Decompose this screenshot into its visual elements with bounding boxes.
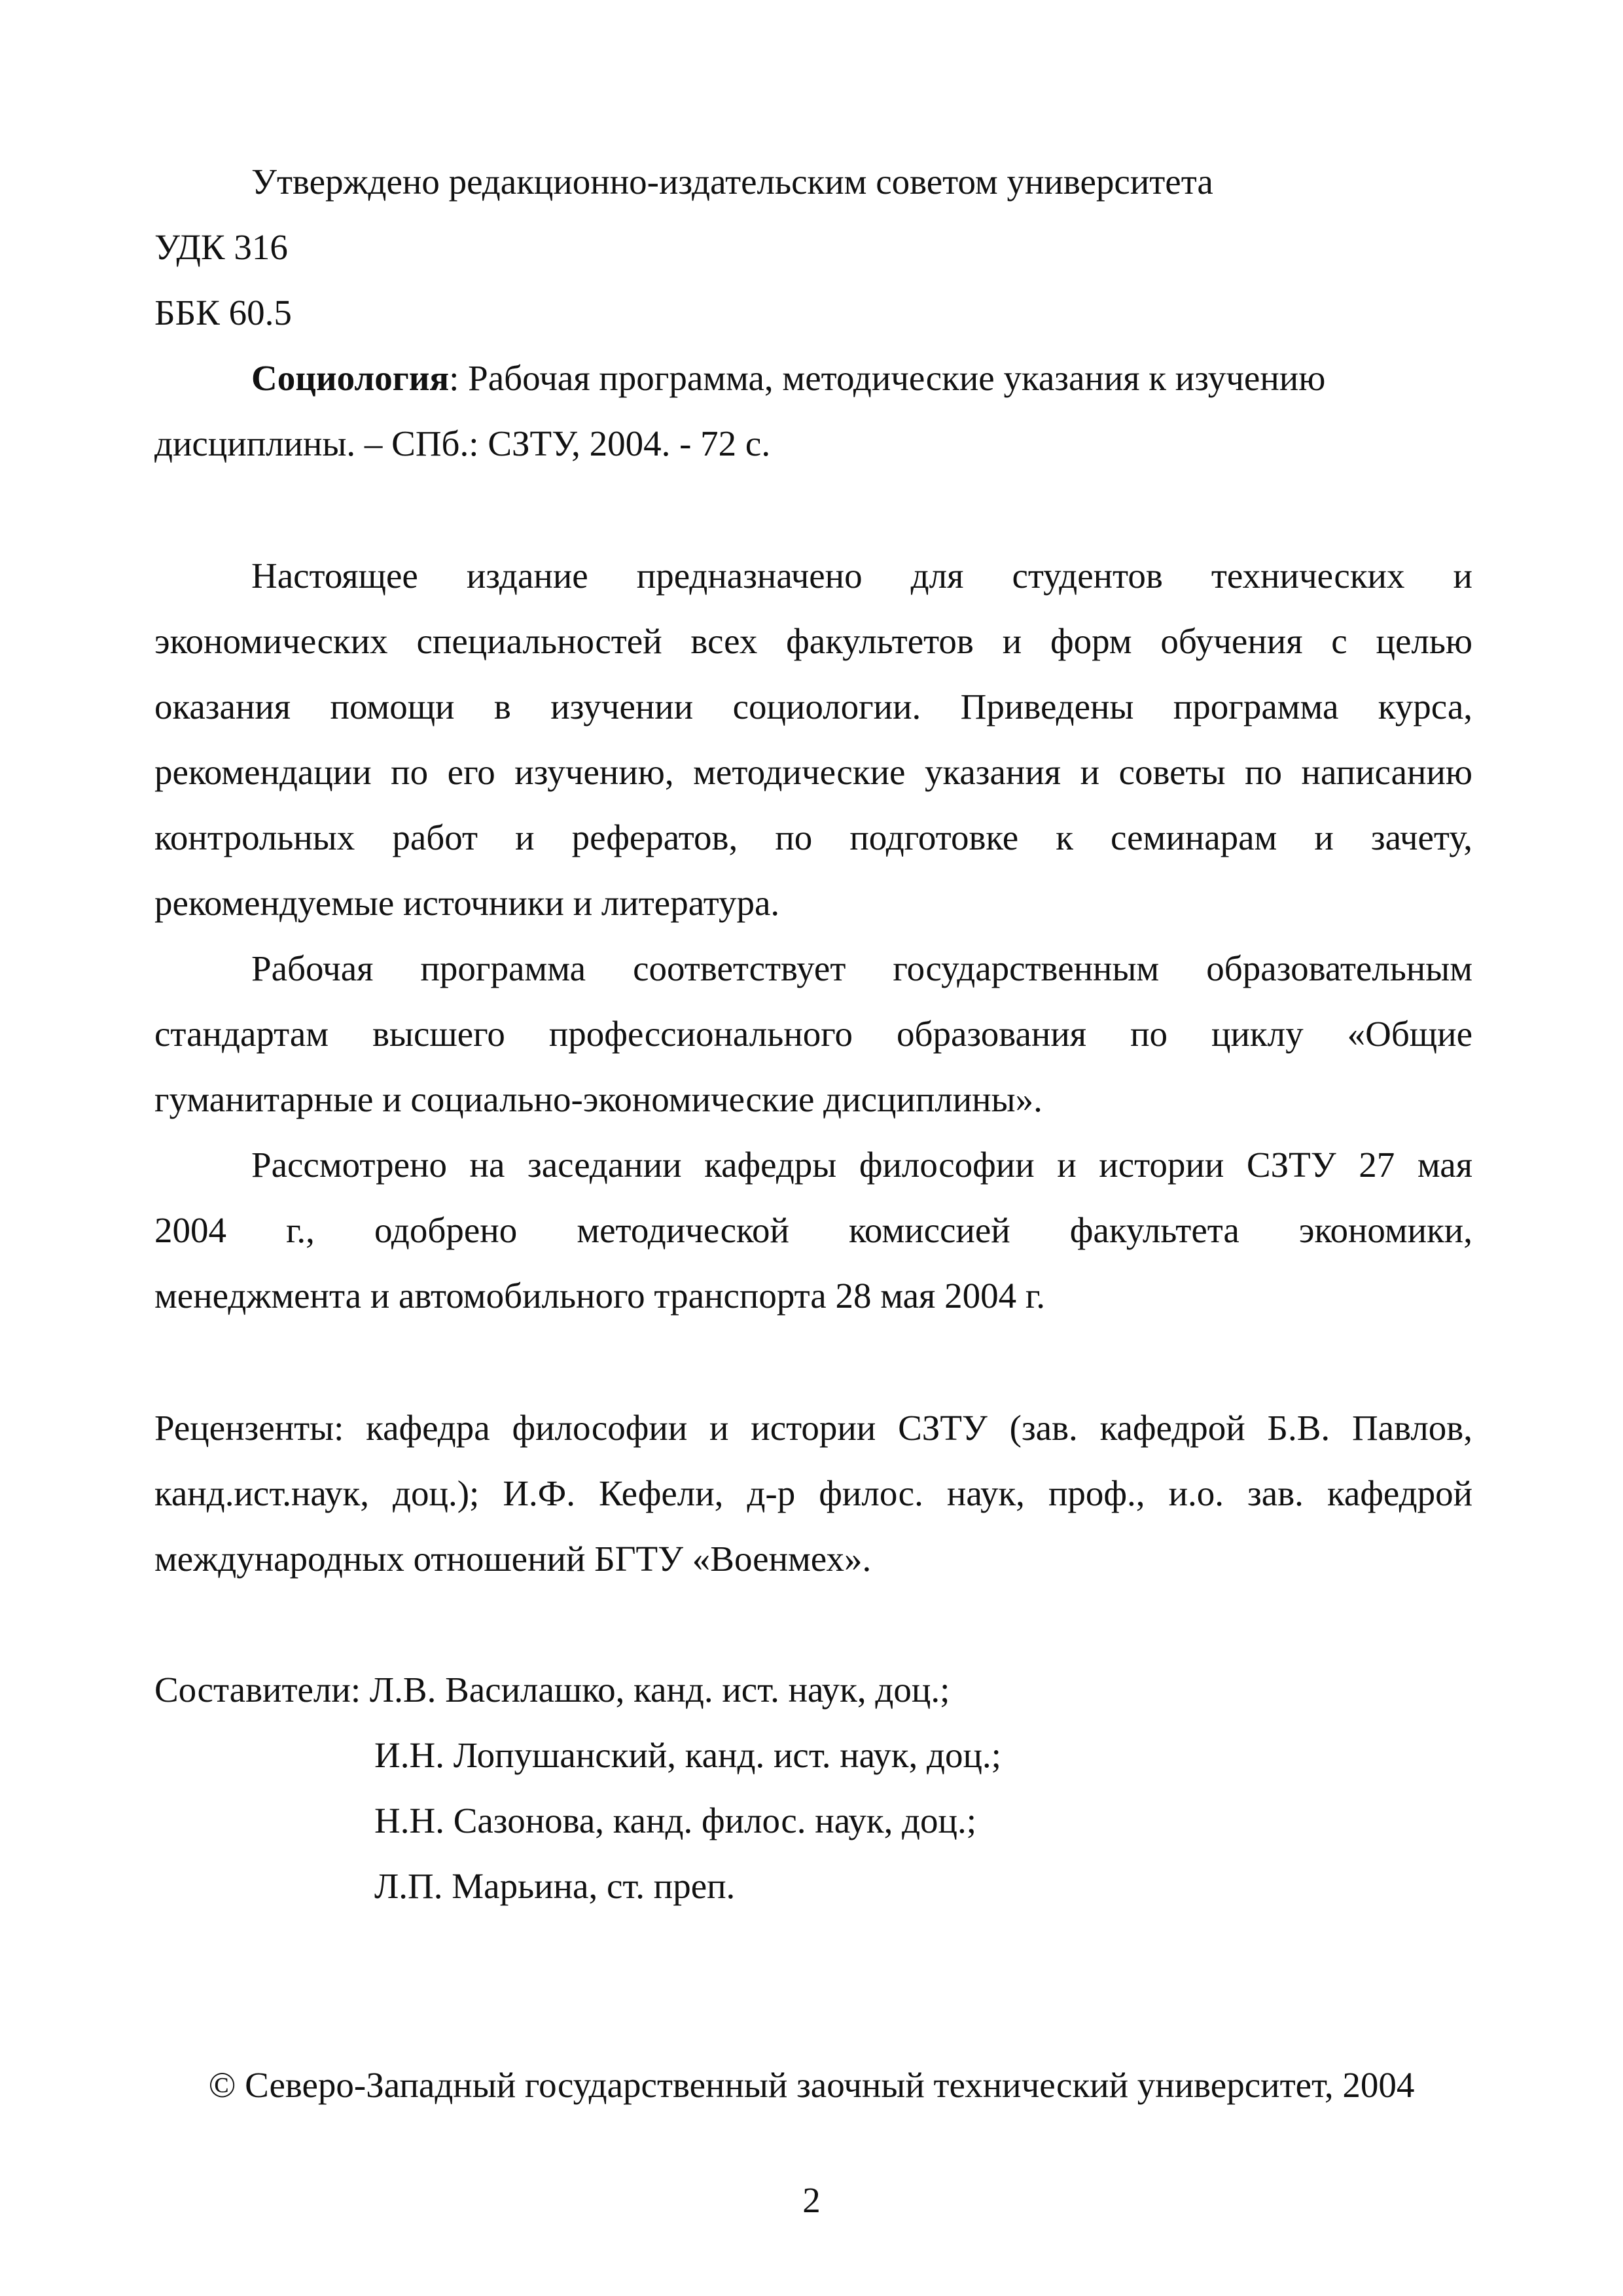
bibliography-line-2: дисциплины. – СПб.: СЗТУ, 2004. - 72 с. (154, 423, 771, 463)
udk-code: УДК 316 (154, 227, 288, 267)
approval-line: Утверждено редакционно-издательским советом университета (251, 162, 1213, 202)
annotation-p2-line: стандартам высшего профессионального образования по циклу «Общие (154, 1014, 1472, 1054)
annotation-p1-line: рекомендуемые источники и литература. (154, 883, 780, 923)
book-title: Социология (251, 358, 450, 398)
page-number: 2 (802, 2180, 821, 2220)
reviewers-line: Рецензенты: кафедра философии и истории СЗТУ (зав. кафедрой Б.В. Павлов, (154, 1408, 1472, 1448)
annotation-p3-line: менеджмента и автомобильного транспорта 28 мая 2004 г. (154, 1276, 1045, 1316)
annotation-p1-line: контрольных работ и рефератов, по подготовке к семинарам и зачету, (154, 817, 1472, 857)
annotation-p1-line: рекомендации по его изучению, методические указания и советы по написанию (154, 752, 1472, 792)
reviewers-line: международных отношений БГТУ «Военмех». (154, 1539, 872, 1579)
annotation-p1-line: оказания помощи в изучении социологии. Приведены программа курса, (154, 687, 1472, 726)
annotation-p1-line: экономических специальностей всех факультетов и форм обучения с целью (154, 621, 1472, 661)
annotation-p3-line: Рассмотрено на заседании кафедры философии и истории СЗТУ 27 мая (251, 1145, 1472, 1185)
bibliography-line-1 (251, 360, 1472, 396)
annotation-p2-line: гуманитарные и социально-экономические дисциплины». (154, 1079, 1043, 1119)
bbk-code: ББК 60.5 (154, 293, 292, 332)
annotation-p3-line: 2004 г., одобрено методической комиссией факультета экономики, (154, 1210, 1472, 1250)
compiler-entry: Л.П. Марьина, ст. преп. (374, 1866, 736, 1906)
compiler-entry: И.Н. Лопушанский, канд. ист. наук, доц.; (374, 1735, 1001, 1775)
annotation-p2-line: Рабочая программа соответствует государственным образовательным (251, 948, 1472, 988)
reviewers-line: канд.ист.наук, доц.); И.Ф. Кефели, д-р филос. наук, проф., и.о. зав. кафедрой (154, 1473, 1472, 1513)
compilers-label-line: Составители: Л.В. Василашко, канд. ист. наук, доц.; (154, 1670, 950, 1710)
bibliography-rest: : Рабочая программа, методические указания к изучению (449, 358, 1326, 398)
annotation-p1-line: Настоящее издание предназначено для студентов технических и (251, 556, 1472, 596)
copyright-line: © Северо-Западный государственный заочный технический университет, 2004 (208, 2065, 1415, 2105)
compiler-entry: Н.Н. Сазонова, канд. филос. наук, доц.; (374, 1801, 977, 1840)
